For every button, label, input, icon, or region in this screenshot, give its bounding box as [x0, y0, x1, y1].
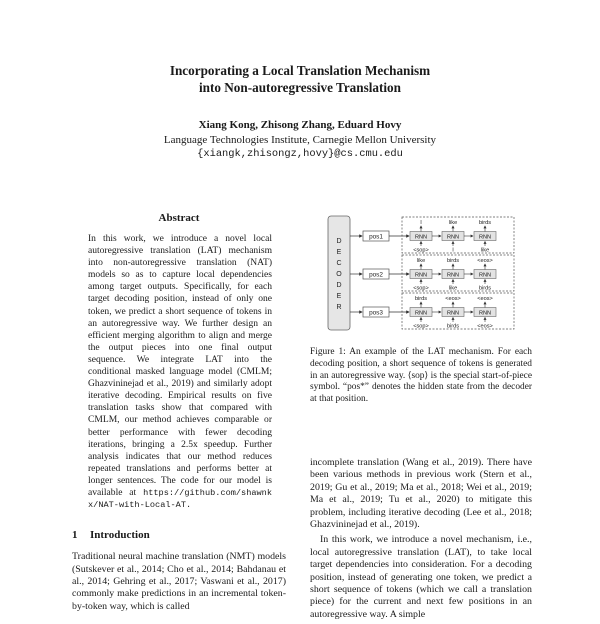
- output-token: birds: [414, 296, 428, 302]
- code-link[interactable]: https://github.com/shawnkx/NAT-with-Local-AT.: [88, 487, 272, 511]
- decoder-letter: E: [336, 249, 342, 256]
- input-token: <eos>: [477, 323, 493, 330]
- intro-paragraph: Traditional neural machine translation (NMT) models (Sutskever et al., 2014; Cho et al., 2014; Bahdanau et al., 2014; Gehring et al., 2017; Vaswani et al., 2017) commonly make predictions in an incremental token-by-token way, which is called: [72, 551, 286, 612]
- section-title: Introduction: [90, 529, 150, 542]
- right-body: [310, 457, 532, 624]
- right-column: [310, 212, 532, 406]
- figure-1: [310, 212, 532, 337]
- output-token: birds: [446, 258, 460, 264]
- output-token: birds: [478, 220, 492, 226]
- title-line-2: into Non-autoregressive Translation: [199, 80, 401, 95]
- output-token: like: [416, 258, 426, 264]
- output-token: <eos>: [477, 296, 493, 302]
- input-token: birds: [478, 285, 492, 292]
- lat-row-2: [350, 255, 514, 292]
- pos-label: pos2: [369, 271, 383, 279]
- paper-title: [0, 62, 600, 96]
- rnn-label: RNN: [446, 272, 460, 279]
- decoder-letter: O: [336, 271, 342, 278]
- paragraph-2: In this work, we introduce a novel mechanism, i.e., local autoregressive translation (LAT), to take local target dependencies into consideration. For a decoding position, instead of generating one token, we predict a short sequence of tokens (which we call a translation piece) for the current and next few positions in an autoregressive way. A simple: [310, 534, 532, 620]
- rnn-label: RNN: [414, 234, 428, 241]
- author-email: {xiangk,zhisongz,hovy}@cs.cmu.edu: [197, 148, 403, 160]
- output-token: like: [448, 220, 458, 226]
- lat-row-3: [350, 293, 514, 330]
- section-number: 1: [72, 529, 78, 542]
- input-token: <sop>: [413, 285, 429, 292]
- output-token: <eos>: [445, 296, 461, 302]
- rnn-label: RNN: [478, 234, 492, 241]
- decoder-letter: C: [336, 260, 342, 267]
- input-token: <sop>: [413, 247, 429, 254]
- abstract-heading: Abstract: [158, 212, 200, 224]
- affiliation: Language Technologies Institute, Carnegie Mellon University: [163, 133, 437, 146]
- rnn-label: RNN: [446, 234, 460, 241]
- rnn-label: RNN: [446, 310, 460, 317]
- lat-row-1: [350, 217, 514, 254]
- pos-label: pos3: [369, 309, 383, 317]
- pos-label: pos1: [369, 233, 383, 241]
- rnn-label: RNN: [478, 310, 492, 317]
- author-block: [0, 118, 600, 162]
- rnn-label: RNN: [414, 310, 428, 317]
- rnn-label: RNN: [414, 272, 428, 279]
- paragraph-1: incomplete translation (Wang et al., 2019). There have been various methods in previous work (Stern et al., 2019; Gu et al., 2019; Ma et al., 2018; Wei et al., 2019; Ma et al., 2019; Tu et al., 2020) to mitigate this problem, including iterative decoding (Lee et al., 2018; Ghazvininejad et al., 2019).: [310, 457, 532, 531]
- input-token: like: [480, 247, 490, 254]
- decoder-letter: D: [336, 282, 342, 289]
- left-column: [72, 212, 286, 613]
- section-heading: [72, 529, 286, 541]
- input-token: like: [448, 285, 458, 292]
- output-token: <eos>: [477, 258, 493, 264]
- figure-caption: Figure 1: An example of the LAT mechanism. For each decoding position, a short sequence of tokens is generated in an autoregressive way. ⟨sop⟩ is the special start-of-piece symbol. “pos*” denotes the hidden state from the decoder at that position.: [310, 347, 532, 405]
- author-names: Xiang Kong, Zhisong Zhang, Eduard Hovy: [198, 119, 402, 131]
- decoder-letter: D: [336, 238, 342, 245]
- input-token: birds: [446, 323, 460, 330]
- output-token: I: [420, 220, 422, 226]
- input-token: I: [452, 247, 454, 254]
- lat-diagram: [310, 212, 532, 337]
- abstract-body: [88, 233, 272, 511]
- decoder-letter: E: [336, 293, 342, 300]
- abstract-text: In this work, we introduce a novel local autoregressive translation (LAT) mechanism into non-autoregressive translation (NAT) models so as to capture local dependencies among target outputs. Specifically, for each target decoding position, instead of only one token, we predict a short sequence of tokens in an autoregressive way. We further design an efficient merging algorithm to align and merge the output pieces into one final output sequence. We integrate LAT into the conditional masked language model (CMLM; Ghazvininejad et al., 2019) and similarly adopt iterative decoding. Empirical results on five translation tasks show that compared with CMLM, our method achieves comparable or better performance with fewer decoding iterations, bringing a 2.5x speedup. Further analysis indicates that our method reduces repeated translations and performs better at longer sentences. The code for our model is available at: [88, 233, 272, 498]
- input-token: <sop>: [413, 323, 429, 330]
- title-line-1: Incorporating a Local Translation Mechanism: [169, 63, 431, 78]
- rnn-label: RNN: [478, 272, 492, 279]
- decoder-letter: R: [336, 304, 342, 311]
